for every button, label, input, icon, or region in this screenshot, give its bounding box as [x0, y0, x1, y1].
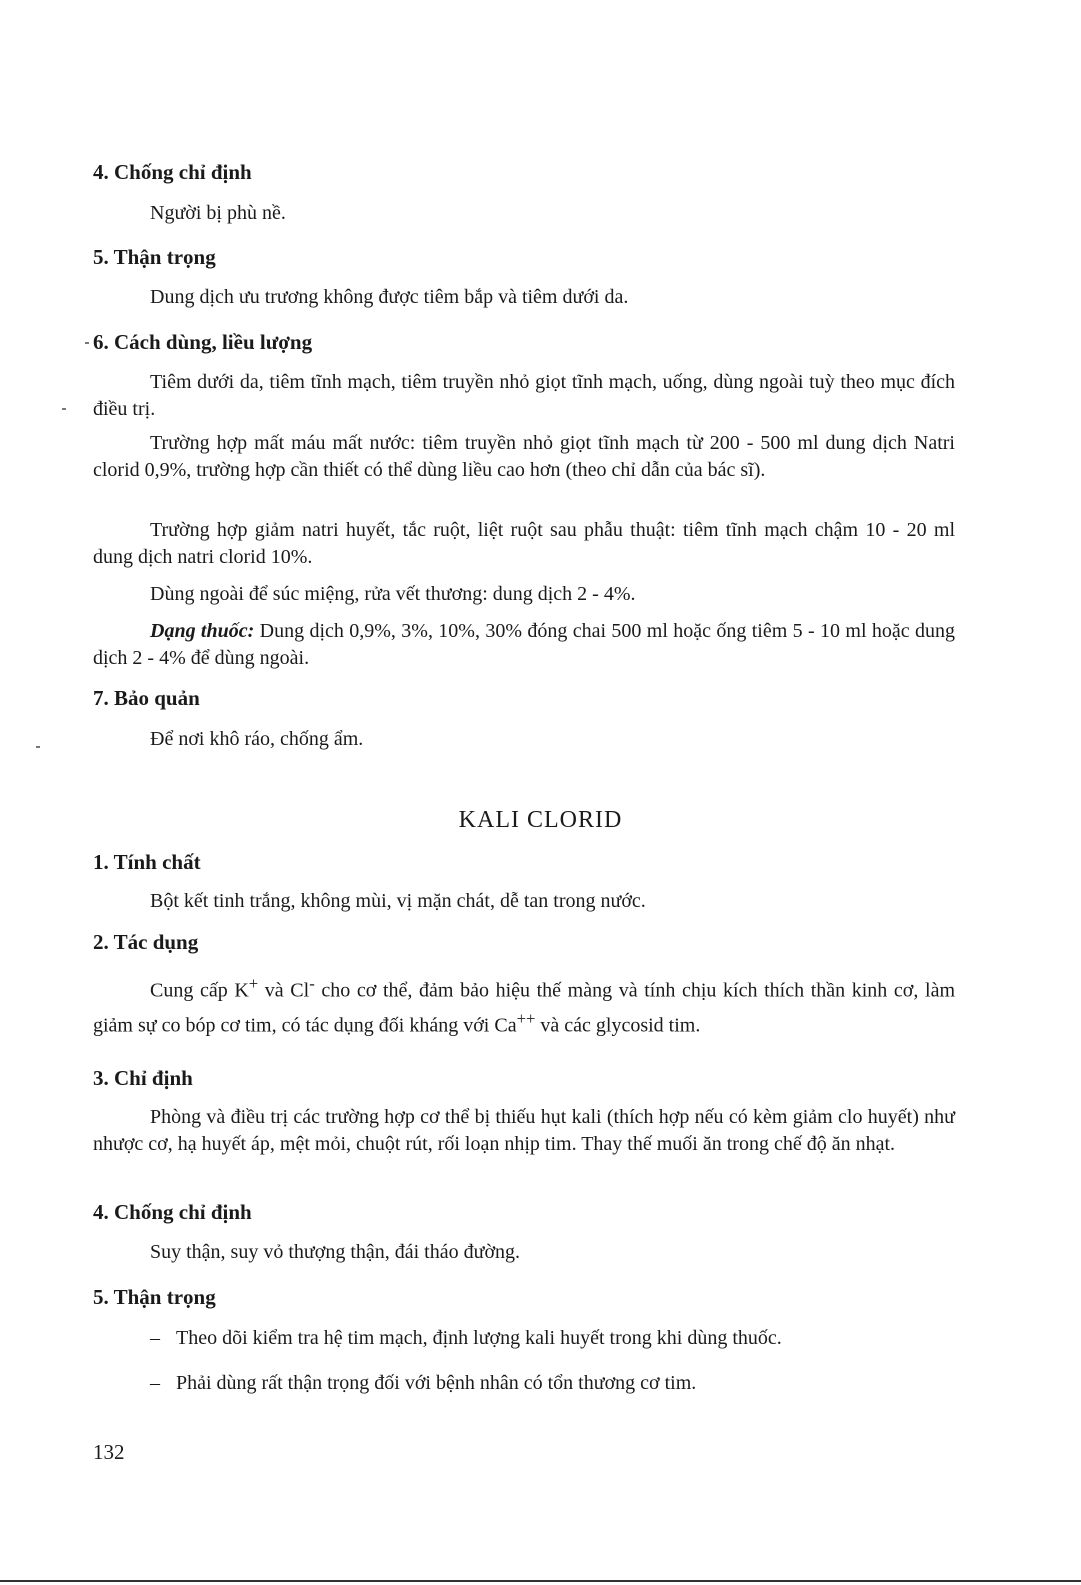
text-run: và các glycosid tim. — [535, 1014, 701, 1037]
paragraph: Bột kết tinh trắng, không mùi, vị mặn chát, dễ tan trong nước. — [150, 890, 646, 912]
bullet-dash: – — [150, 1327, 160, 1349]
heading-dosage: 6. Cách dùng, liều lượng — [93, 330, 313, 354]
heading-precautions: 5. Thận trọng — [93, 245, 216, 269]
superscript: - — [309, 974, 315, 993]
list-item — [150, 1325, 782, 1352]
page-number: 132 — [93, 1440, 125, 1464]
paragraph: Trường hợp giảm natri huyết, tắc ruột, liệt ruột sau phẫu thuật: tiêm tĩnh mạch chậm 10 - 20 ml dung dịch natri clorid 10%. — [93, 519, 955, 568]
paragraph: Suy thận, suy vỏ thượng thận, đái tháo đường. — [150, 1241, 521, 1263]
text-run: và Cl — [258, 979, 310, 1002]
superscript: + — [248, 974, 259, 993]
paragraph: Để nơi khô ráo, chống ẩm. — [150, 728, 364, 750]
paragraph: Tiêm dưới da, tiêm tĩnh mạch, tiêm truyền nhỏ giọt tĩnh mạch, uống, dùng ngoài tuỳ theo mục đích điều trị. — [93, 371, 955, 420]
paragraph: Trường hợp mất máu mất nước: tiêm truyền nhỏ giọt tĩnh mạch từ 200 - 500 ml dung dịch Natri clorid 0,9%, trường hợp cần thiết có thể dùng liều cao hơn (theo chỉ dẫn của bác sĩ). — [93, 432, 955, 481]
heading-indications: 3. Chỉ định — [93, 1066, 193, 1090]
list-item — [150, 1370, 696, 1397]
heading-action: 2. Tác dụng — [93, 930, 199, 954]
heading-properties: 1. Tính chất — [93, 850, 201, 874]
paragraph-action — [93, 970, 955, 1039]
heading-precautions: 5. Thận trọng — [93, 1285, 216, 1309]
dosage-form-text: Dung dịch 0,9%, 3%, 10%, 30% đóng chai 500 ml hoặc ống tiêm 5 - 10 ml hoặc dung dịch 2 - 4% để dùng ngoài. — [93, 620, 955, 669]
drug-title: KALI CLORID — [458, 807, 623, 833]
text-run: cho cơ thể, đảm bảo hiệu thế màng và tính chịu kích thích thần kinh cơ, làm giảm sự co bóp cơ tim, có tác dụng đối kháng với Ca — [93, 979, 955, 1037]
superscript: ++ — [516, 1008, 536, 1028]
paragraph: Phòng và điều trị các trường hợp cơ thể bị thiếu hụt kali (thích hợp nếu có kèm giảm clo huyết) như nhược cơ, hạ huyết áp, mệt mỏi, chuột rút, rối loạn nhịp tim. Thay thế muối ăn trong chế độ ăn nhạt. — [93, 1106, 955, 1155]
paragraph: Dùng ngoài để súc miệng, rửa vết thương: dung dịch 2 - 4%. — [150, 583, 636, 605]
list-item-text: Theo dõi kiểm tra hệ tim mạch, định lượng kali huyết trong khi dùng thuốc. — [176, 1327, 782, 1349]
scan-speck — [62, 408, 66, 410]
heading-contraindications: 4. Chống chỉ định — [93, 160, 252, 184]
text-run: Cung cấp K — [150, 979, 249, 1002]
paragraph: Người bị phù nề. — [150, 202, 286, 224]
heading-contraindications: 4. Chống chỉ định — [93, 1200, 252, 1224]
paragraph: Dung dịch ưu trương không được tiêm bắp và tiêm dưới da. — [150, 286, 629, 308]
dosage-form-label: Dạng thuốc: — [150, 620, 255, 642]
scan-speck — [36, 746, 40, 748]
list-item-text: Phải dùng rất thận trọng đối với bệnh nhân có tổn thương cơ tim. — [176, 1372, 697, 1394]
paragraph-dosage-form — [93, 618, 955, 672]
bullet-dash: – — [150, 1372, 160, 1394]
scan-speck — [85, 342, 89, 344]
heading-storage: 7. Bảo quản — [93, 686, 200, 710]
scan-edge-line — [0, 1580, 1081, 1582]
